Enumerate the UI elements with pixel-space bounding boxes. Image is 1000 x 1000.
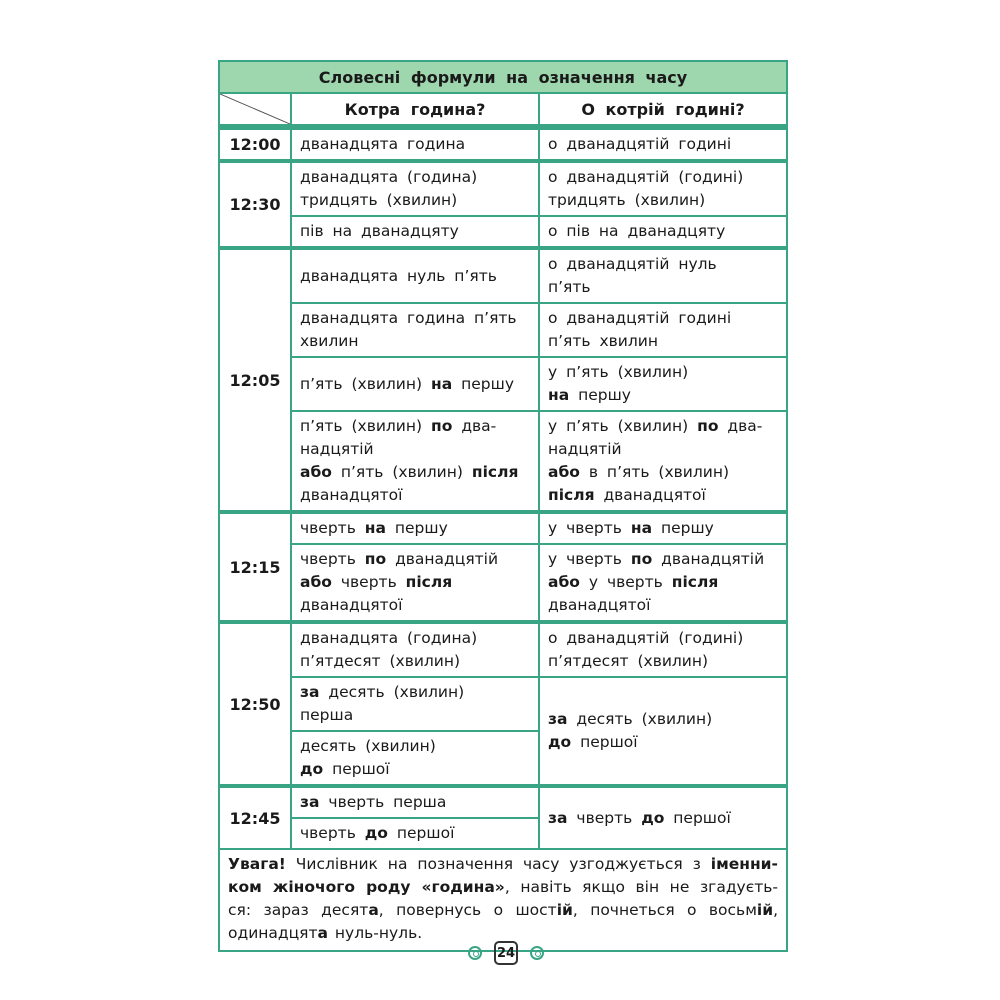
- cell-at-what-time: у п’ять (хвилин) по два- надцятій або в п’ять (хвилин) після дванадцятої: [548, 417, 763, 504]
- table-row: [292, 215, 786, 246]
- group-1205: [220, 250, 786, 514]
- header-diagonal-cell: [220, 94, 292, 124]
- cell-what-time: п’ять (хвилин) по два- надцятій або п’ять (хвилин) після дванадцятої: [292, 412, 540, 510]
- ornament-circle-icon: [468, 946, 482, 960]
- cell-what-time: п’ять (хвилин) на першу: [292, 358, 540, 410]
- table-row: [292, 130, 786, 159]
- cell-at-what-time: о дванадцятій годині п’ять хвилин: [548, 309, 732, 350]
- table-row: [292, 163, 786, 215]
- cell-at-what-time: за чверть до першої: [548, 808, 731, 827]
- cell-what-time: чверть на першу: [292, 514, 540, 543]
- cell-what-time: за чверть перша: [300, 793, 447, 811]
- table-row: [292, 788, 786, 848]
- time-label: 12:45: [220, 788, 292, 848]
- cell-at-what-time: за десять (хвилин) до першої: [548, 710, 713, 751]
- ornament-circle-icon: [530, 946, 544, 960]
- time-label: 12:50: [220, 624, 292, 784]
- group-1245: [220, 788, 786, 850]
- page-footer: [468, 940, 544, 966]
- time-label: 12:05: [220, 250, 292, 510]
- table-row: [292, 624, 786, 676]
- cell-at-what-time: о дванадцятій (годині) п’ятдесят (хвилин): [548, 629, 744, 670]
- table-header: [220, 94, 786, 130]
- page-number: 24: [494, 941, 518, 965]
- cell-what-time: дванадцята (година) тридцять (хвилин): [292, 163, 540, 215]
- time-label: 12:15: [220, 514, 292, 620]
- cell-what-time: чверть до першої: [292, 817, 540, 848]
- table-title: Словесні формули на означення часу: [220, 62, 786, 94]
- group-1200: [220, 130, 786, 163]
- cell-what-time: за десять (хвилин) перша: [300, 683, 465, 724]
- table-row: [292, 302, 786, 356]
- time-label: 12:30: [220, 163, 292, 246]
- diagonal-line: [220, 94, 290, 124]
- cell-at-what-time: о дванадцятій нуль п’ять: [548, 255, 717, 296]
- cell-what-time: пів на дванадцяту: [292, 217, 540, 246]
- cell-what-time: чверть по дванадцятій або чверть після дванадцятої: [292, 545, 540, 620]
- group-1215: [220, 514, 786, 624]
- time-label: 12:00: [220, 130, 292, 159]
- cell-what-time: дванадцята година: [292, 130, 540, 159]
- table-row: [292, 410, 786, 510]
- group-1250: [220, 624, 786, 788]
- header-at-what-time: О котрій годині?: [581, 99, 745, 119]
- cell-what-time: дванадцята нуль п’ять: [292, 250, 540, 302]
- table-row: [292, 514, 786, 543]
- cell-at-what-time: о пів на дванадцяту: [548, 222, 726, 240]
- table-row: [292, 543, 786, 620]
- header-what-time: Котра година?: [292, 94, 540, 124]
- cell-what-time: дванадцята година п’ять хвилин: [292, 304, 540, 356]
- cell-at-what-time: о дванадцятій (годині) тридцять (хвилин): [548, 168, 744, 209]
- attention-note: Увага! Числівник на позначення часу узгоджується з іменни- ком жіночого роду «година», навіть якщо він не згадуєть- ся: зараз десята, повернусь о шостій, почнеться о восьмій, одинадцята нуль-нуль.: [228, 855, 779, 942]
- cell-what-time: дванадцята (година) п’ятдесят (хвилин): [292, 624, 540, 676]
- cell-at-what-time: у чверть на першу: [548, 519, 714, 537]
- cell-at-what-time: о дванадцятій годині: [548, 135, 732, 153]
- cell-what-time: десять (хвилин) до першої: [292, 730, 540, 784]
- table-row: [292, 250, 786, 302]
- time-formulas-table: [218, 60, 788, 952]
- cell-at-what-time: у чверть по дванадцятій або у чверть після дванадцятої: [548, 550, 765, 614]
- cell-at-what-time: у п’ять (хвилин) на першу: [548, 363, 689, 404]
- group-1230: [220, 163, 786, 250]
- table-row: [292, 676, 786, 784]
- table-row: [292, 356, 786, 410]
